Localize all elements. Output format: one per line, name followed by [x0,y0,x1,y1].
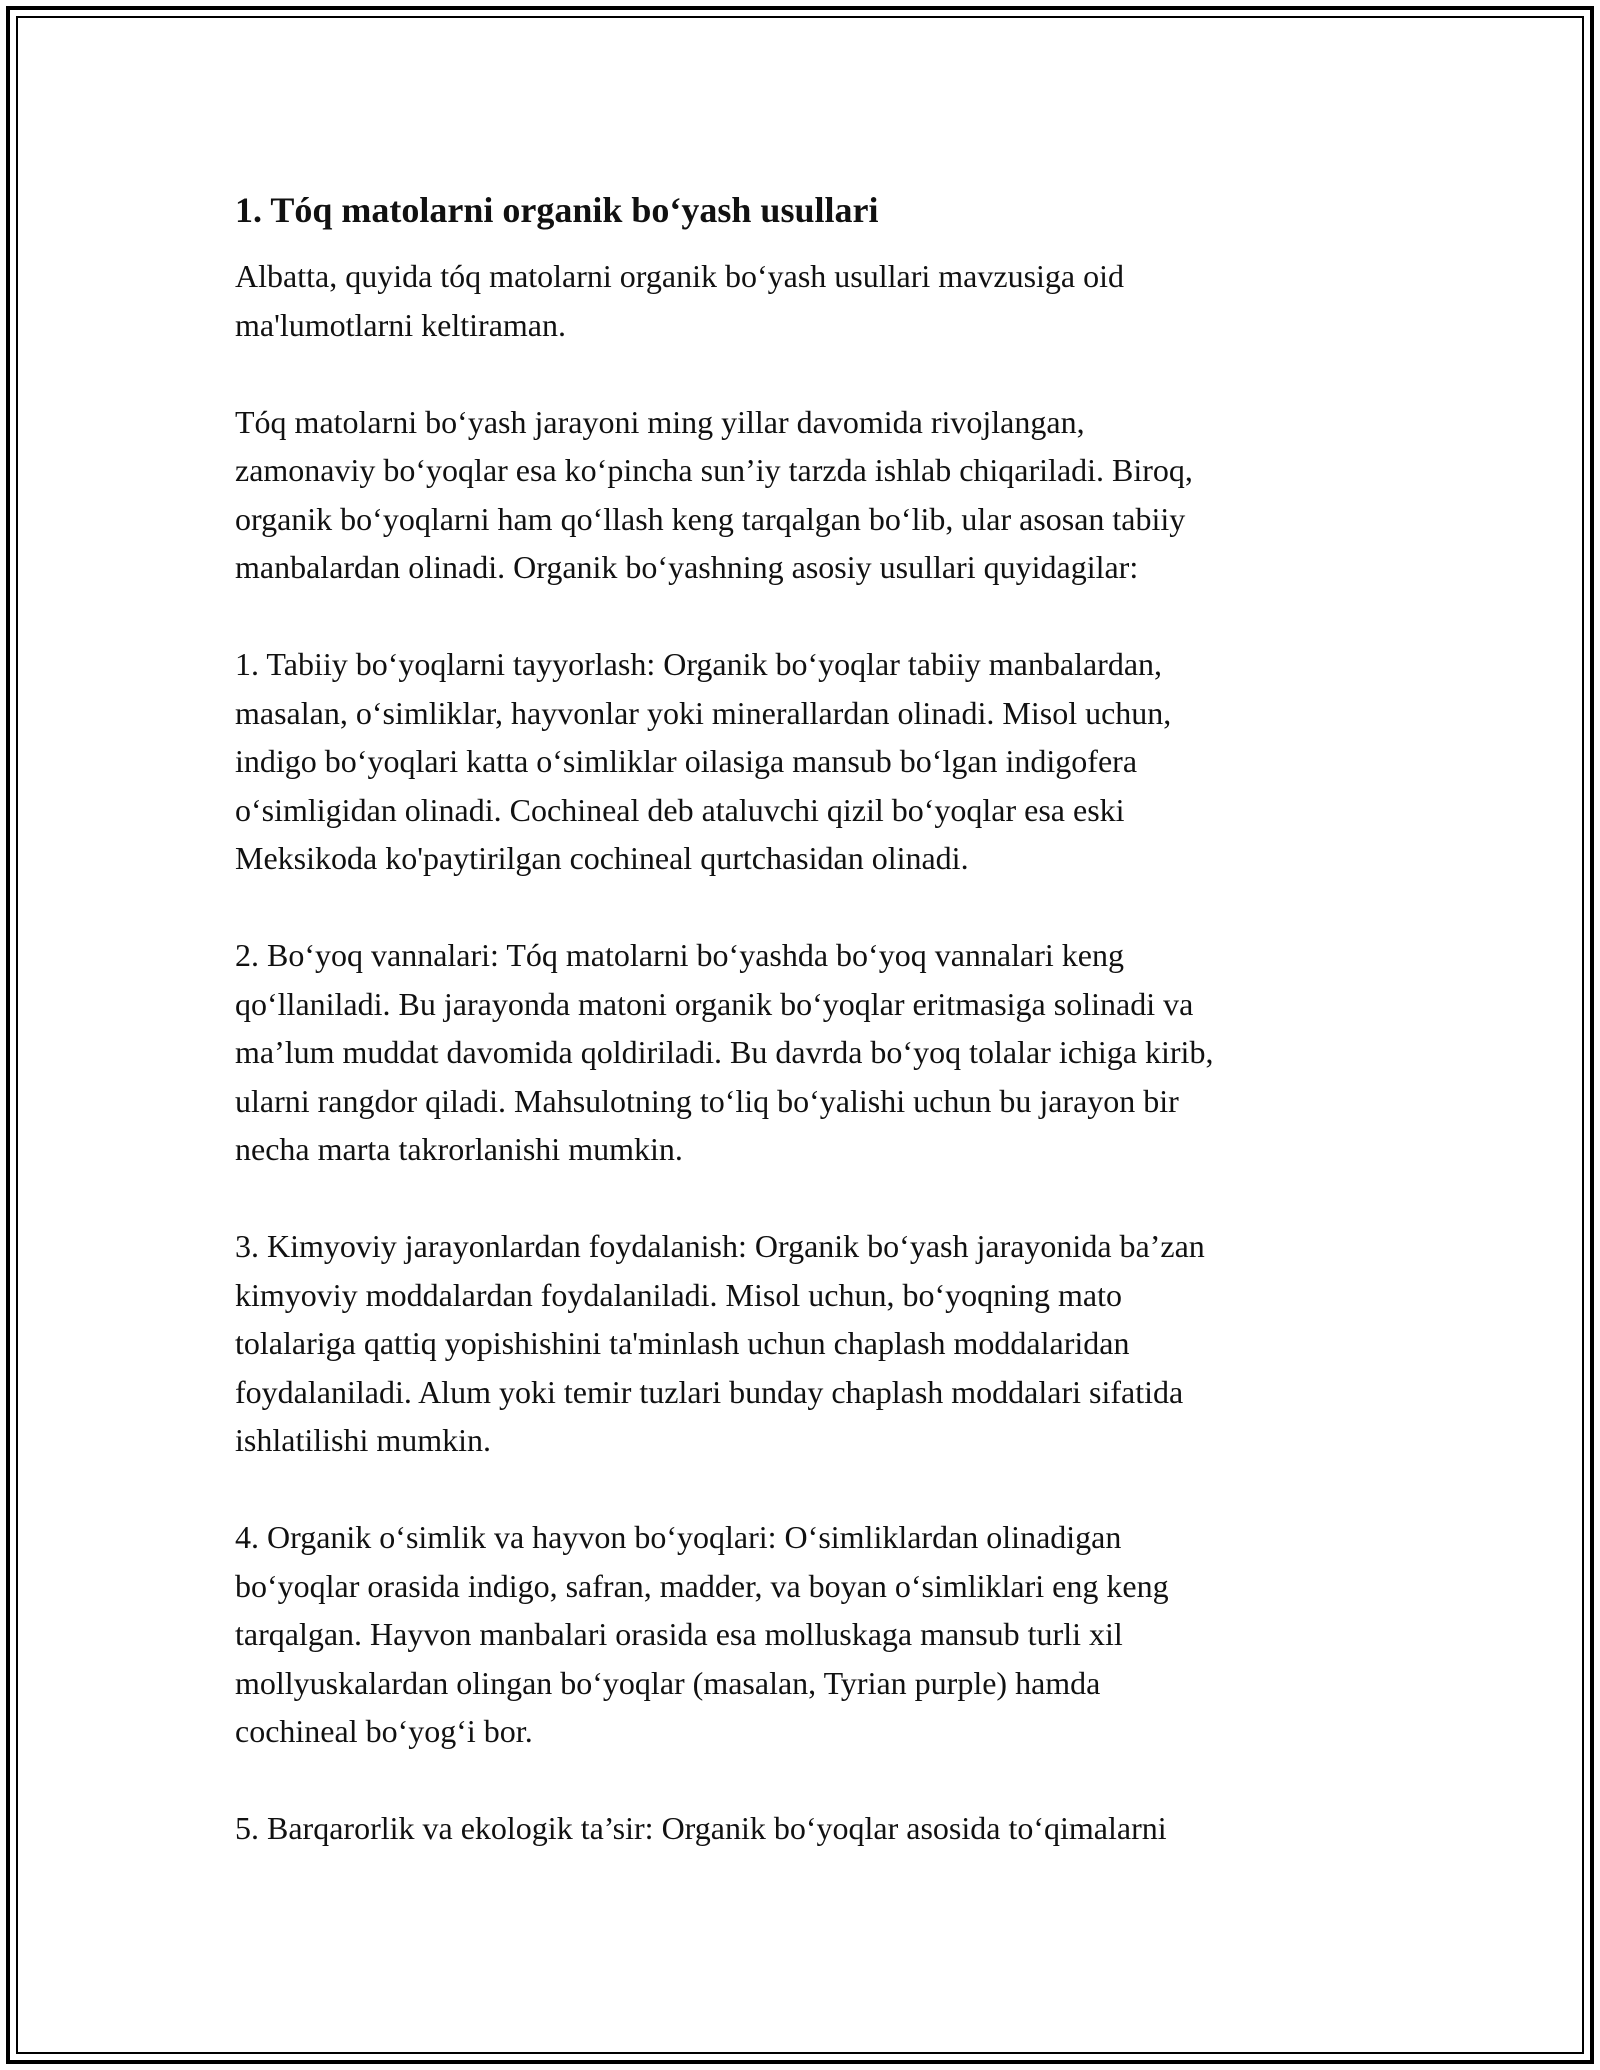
paragraph-item-4: 4. Organik o‘simlik va hayvon bo‘yoqlari: O‘simliklardan olinadigan bo‘yoqlar orasida indigo, safran, madder, va boyan o‘simliklari eng keng tarqalgan. Hayvon manbalari orasida esa molluskaga mansub turli xil mollyuskalardan olingan bo‘yoqlar (masalan, Tyrian purple) hamda cochineal bo‘yog‘i bor. [235,1519,1169,1749]
document-title: 1. Tóq matolarni organik bo‘yash usullari [235,190,879,230]
paragraph-intro: Albatta, quyida tóq matolarni organik bo‘yash usullari mavzusiga oid ma'lumotlarni keltiraman. [235,258,1124,343]
paragraph-item-5: 5. Barqarorlik va ekologik ta’sir: Organik bo‘yoqlar asosida to‘qimalarni [235,1810,1167,1846]
document-body [235,186,1405,1901]
paragraph-item-1: 1. Tabiiy bo‘yoqlarni tayyorlash: Organik bo‘yoqlar tabiiy manbalardan, masalan, o‘simliklar, hayvonlar yoki minerallardan olinadi. Misol uchun, indigo bo‘yoqlari katta o‘simliklar oilasiga mansub bo‘lgan indigofera o‘simligidan olinadi. Cochineal deb ataluvchi qizil bo‘yoqlar esa eski Meksikoda ko'paytirilgan cochineal qurtchasidan olinadi. [235,646,1172,876]
paragraph-item-2: 2. Bo‘yoq vannalari: Tóq matolarni bo‘yashda bo‘yoq vannalari keng qo‘llaniladi. Bu jarayonda matoni organik bo‘yoqlar eritmasiga solinadi va ma’lum muddat davomida qoldiriladi. Bu davrda bo‘yoq tolalar ichiga kirib, ularni rangdor qiladi. Mahsulotning to‘liq bo‘yalishi uchun bu jarayon bir necha marta takrorlanishi mumkin. [235,937,1214,1167]
paragraph-overview: Tóq matolarni bo‘yash jarayoni ming yillar davomida rivojlangan, zamonaviy bo‘yoqlar esa ko‘pincha sun’iy tarzda ishlab chiqariladi. Biroq, organik bo‘yoqlarni ham qo‘llash keng tarqalgan bo‘lib, ular asosan tabiiy manbalardan olinadi. Organik bo‘yashning asosiy usullari quyidagilar: [235,403,1193,585]
paragraph-item-3: 3. Kimyoviy jarayonlardan foydalanish: Organik bo‘yash jarayonida ba’zan kimyoviy moddalardan foydalaniladi. Misol uchun, bo‘yoqning mato tolalariga qattiq yopishishini ta'minlash uchun chaplash moddalaridan foydalaniladi. Alum yoki temir tuzlari bunday chaplash moddalari sifatida ishlatilishi mumkin. [235,1228,1205,1458]
